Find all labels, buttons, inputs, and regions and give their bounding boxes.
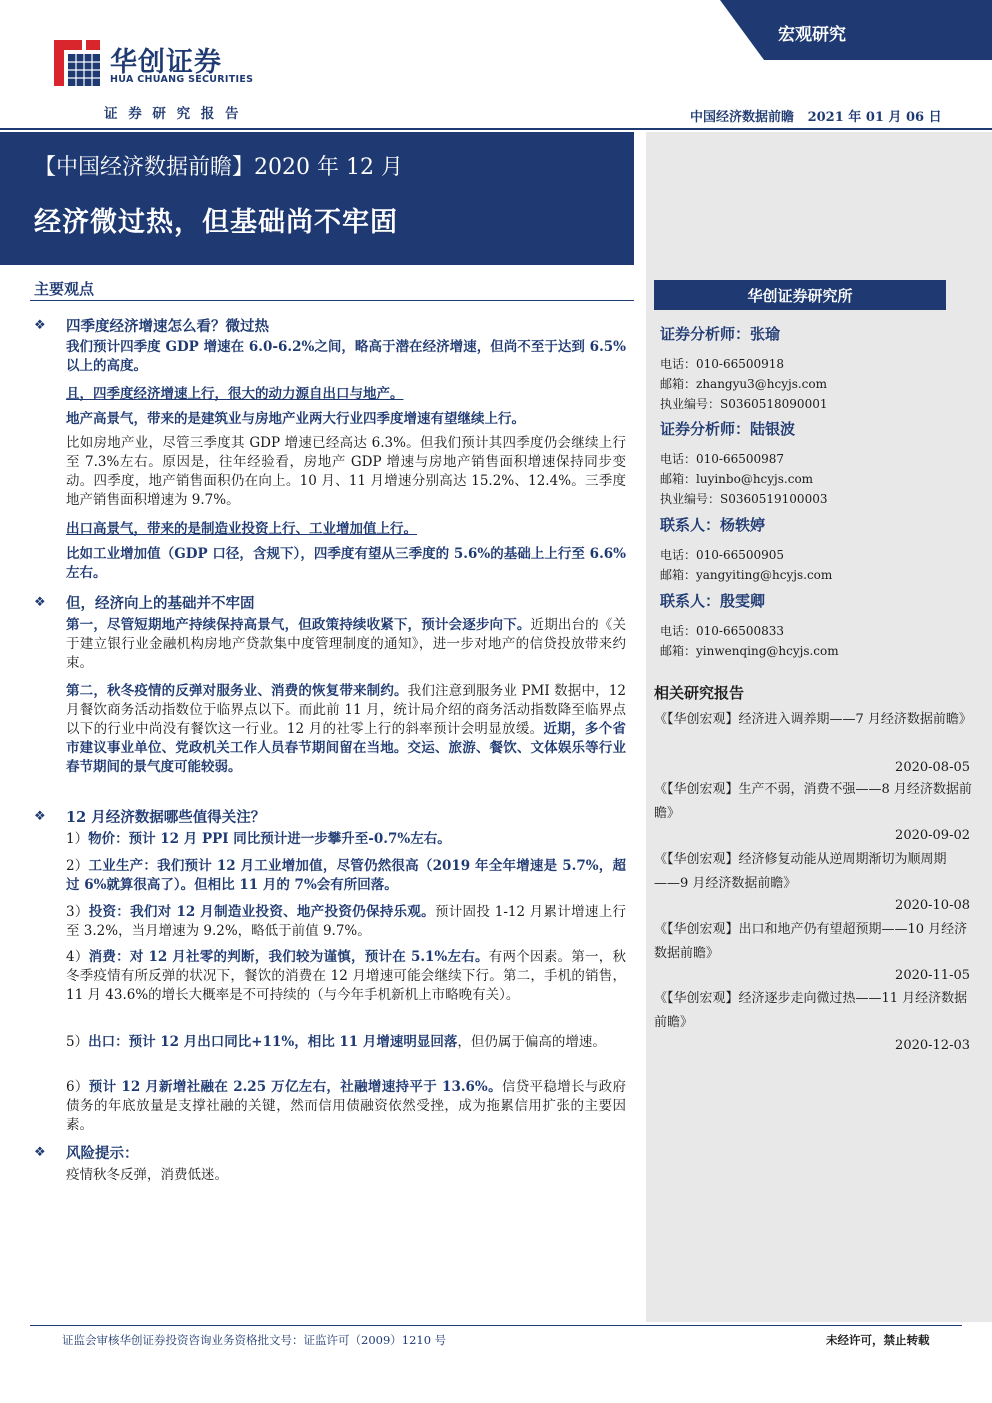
contact-email[interactable]: 邮箱：luyinbo@hcyjs.com: [660, 472, 814, 486]
contact-phone: 电话：010-66500987: [660, 452, 785, 466]
paragraph: 地产高景气，带来的是建筑业与房地产业两大行业四季度增速有望继续上行。: [66, 411, 525, 427]
contact-email[interactable]: 邮箱：zhangyu3@hcyjs.com: [660, 377, 828, 391]
contact-license: 执业编号：S0360519100003: [660, 492, 828, 506]
section-heading: 风险提示：: [66, 1145, 139, 1162]
list-item-body: ，但仍属于偏高的增速。: [457, 1034, 606, 1050]
list-item: [66, 903, 626, 941]
contact-email[interactable]: 邮箱：yangyiting@hcyjs.com: [660, 568, 833, 582]
related-report-date: 2020-11-05: [895, 968, 970, 983]
category-tab: [720, 0, 992, 60]
bullet-icon: ❖: [34, 809, 46, 824]
contact-phone: 电话：010-66500918: [660, 357, 785, 371]
header-meta: [690, 106, 942, 125]
related-reports-title: 相关研究报告: [654, 684, 745, 702]
list-item-lead: 预计 12 月新增社融在 2.25 万亿左右，社融增速持平于 13.6%。: [88, 1079, 502, 1095]
list-item-number: 6）: [66, 1079, 89, 1095]
paragraph: [66, 616, 626, 673]
section-heading: 但，经济向上的基础并不牢固: [66, 595, 255, 612]
contact-email[interactable]: 邮箱：yinwenqing@hcyjs.com: [660, 644, 839, 658]
list-item-body: 信贷平稳增长与政府债务的年底放量是支撑社融的关键，然而信用债融资依然受挫，成为拖累信用扩张的主要因素。: [66, 1079, 627, 1133]
paragraph: 且，四季度经济增速上行，很大的动力源自出口与地产。: [66, 386, 404, 402]
bullet-icon: ❖: [34, 318, 46, 333]
paragraph-lead: 第二，秋冬疫情的反弹对服务业、消费的恢复带来制约。: [66, 683, 408, 699]
related-report-link[interactable]: 《【华创宏观】生产不弱，消费不强——8 月经济数据前瞻》: [654, 782, 972, 821]
bullet-icon: ❖: [34, 1145, 46, 1160]
list-item-body: 有两个因素。第一，秋冬季疫情有所反弹的状况下，餐饮的消费在 12 月增速可能会继续下行。第二，手机的销售，11 月 43.6%的增长大概率是不可持续的（与今年手机新机上市略晚有关）。: [66, 949, 627, 1003]
logo-text-cn: 华创证券: [110, 47, 222, 78]
company-logo: [52, 38, 254, 94]
category-label: 宏观研究: [778, 25, 846, 45]
related-report-date: 2020-10-08: [895, 898, 970, 913]
list-item-body: 预计固投 1-12 月累计增速上行至 3.2%，当月增速为 9.2%，略低于前值 9.7%。: [66, 904, 626, 939]
contact-license: 执业编号：S0360518090001: [660, 397, 828, 411]
related-report-date: 2020-12-03: [895, 1038, 970, 1053]
report-type: 证 券 研 究 报 告: [104, 106, 242, 122]
related-report-link[interactable]: 《【华创宏观】出口和地产仍有望超预期——10 月经济数据前瞻》: [654, 922, 968, 961]
related-report-link[interactable]: 《【华创宏观】经济修复动能从逆周期渐切为顺周期——9 月经济数据前瞻》: [654, 852, 947, 891]
paragraph: [66, 682, 626, 777]
paragraph-body: 我们注意到服务业 PMI 数据中，12 月餐饮商务活动指数位于临界点以下。而此前 11 月，统计局介绍的商务活动指数降至临界点以下的行业中尚没有餐饮这一行业。12 月的社零上行的斜率预计会明显放缓。: [66, 683, 627, 737]
related-report-date: 2020-09-02: [895, 828, 970, 843]
paragraph: 比如工业增加值（GDP 口径，含规下），四季度有望从三季度的 5.6%的基础上上行至 6.6%左右。: [66, 546, 626, 581]
list-item: [66, 830, 626, 849]
contact-role: 证券分析师：张瑜: [660, 325, 781, 343]
list-item: [66, 948, 626, 1005]
page-title: 经济微过热，但基础尚不牢固: [34, 207, 398, 238]
main-points-heading: 主要观点: [34, 280, 95, 298]
related-report-date: 2020-08-05: [895, 760, 970, 775]
bullet-icon: ❖: [34, 595, 46, 610]
related-report-link[interactable]: 《【华创宏观】经济进入调养期——7 月经济数据前瞻》: [654, 712, 972, 727]
list-item-number: 3）: [66, 904, 89, 920]
institute-label: 华创证券研究所: [747, 287, 853, 305]
list-item-number: 4）: [66, 949, 89, 965]
header-divider: [0, 128, 992, 130]
contact-role: 联系人：殷雯卿: [660, 592, 766, 610]
section-heading: 四季度经济增速怎么看？微过热: [66, 318, 269, 335]
footer-notice: 未经许可，禁止转载: [826, 1333, 930, 1347]
list-item-lead: 物价：预计 12 月 PPI 同比预计进一步攀升至-0.7%左右。: [88, 831, 451, 847]
contact-role: 证券分析师：陆银波: [660, 420, 796, 438]
section-heading: 12 月经济数据哪些值得关注？: [66, 809, 266, 826]
header-date: 2021 年 01 月 06 日: [807, 110, 942, 125]
paragraph: 出口高景气，带来的是制造业投资上行、工业增加值上行。: [66, 521, 417, 537]
paragraph: 我们预计四季度 GDP 增速在 6.0-6.2%之间，略高于潜在经济增速，但尚不至于达到 6.5%以上的高度。: [66, 339, 626, 374]
contact-phone: 电话：010-66500905: [660, 548, 785, 562]
list-item: [66, 1033, 626, 1052]
list-item-lead: 工业生产：我们预计 12 月工业增加值，尽管仍然很高（2019 年全年增速是 5.7%，超过 6%就算很高了）。但相比 11 月的 7%会有所回落。: [66, 858, 626, 893]
list-item-lead: 投资：我们对 12 月制造业投资、地产投资仍保持乐观。: [88, 904, 435, 920]
related-report-link[interactable]: 《【华创宏观】经济逐步走向微过热——11 月经济数据前瞻》: [654, 991, 968, 1030]
paragraph-body: 近期出台的《关于建立银行业金融机构房地产贷款集中度管理制度的通知》，进一步对地产的信贷投放带来约束。: [66, 617, 627, 671]
list-item-number: 5）: [66, 1034, 89, 1050]
footer-license: 证监会审核华创证券投资咨询业务资格批文号：证监许可（2009）1210 号: [62, 1333, 447, 1347]
logo-mark-icon: [52, 38, 102, 88]
paragraph-lead: 第一，尽管短期地产持续保持高景气，但政策持续收紧下，预计会逐步向下。: [66, 617, 531, 633]
list-item: [66, 1078, 626, 1135]
paragraph: 比如房地产业，尽管三季度其 GDP 增速已经高达 6.3%。但我们预计其四季度仍会继续上行至 7.3%左右。原因是，往年经验看，房地产 GDP 增速与房地产销售面积增速保持同步变动。四季度，地产销售面积仍在向上。10 月、11 月增速分别高达 15.2%、12.4%。三季度地产销售面积增速为 9.7%。: [66, 435, 626, 508]
list-item-lead: 消费：对 12 月社零的判断，我们较为谨慎，预计在 5.1%左右。: [88, 949, 489, 965]
list-item: [66, 857, 626, 895]
series-title: 【中国经济数据前瞻】2020 年 12 月: [34, 155, 403, 180]
list-item-number: 2）: [66, 858, 89, 874]
paragraph-emphasis: 近期，多个省市建议事业单位、党政机关工作人员春节期间留在当地。交运、旅游、餐饮、文体娱乐等行业春节期间的景气度可能较弱。: [66, 721, 627, 775]
list-item-number: 1）: [66, 831, 89, 847]
header-series: 中国经济数据前瞻: [690, 110, 795, 125]
main-heading-divider: [30, 300, 634, 301]
list-item-lead: 出口：预计 12 月出口同比+11%，相比 11 月增速明显回落: [88, 1034, 458, 1050]
contact-phone: 电话：010-66500833: [660, 624, 785, 638]
footer-divider: [30, 1325, 962, 1326]
paragraph: 疫情秋冬反弹，消费低迷。: [66, 1167, 228, 1183]
contact-role: 联系人：杨轶婷: [660, 516, 766, 534]
logo-text-en: HUA CHUANG SECURITIES: [110, 74, 254, 85]
